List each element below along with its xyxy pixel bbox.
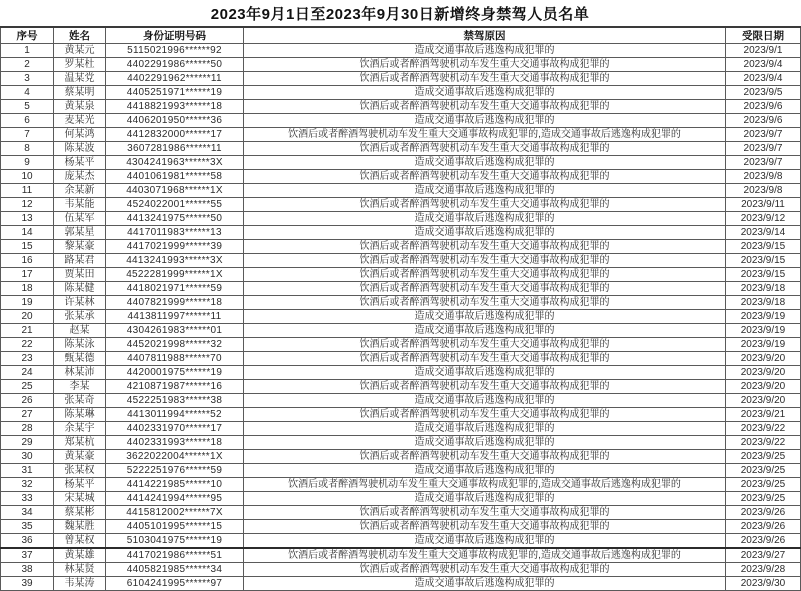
cell-reason: 饮酒后或者醉酒驾驶机动车发生重大交通事故构成犯罪的 — [244, 100, 726, 114]
table-row — [1, 478, 801, 492]
cell-no: 29 — [1, 436, 54, 450]
table-row — [1, 282, 801, 296]
cell-date: 2023/9/22 — [726, 422, 801, 436]
table-row — [1, 142, 801, 156]
table-row — [1, 492, 801, 506]
cell-date: 2023/9/25 — [726, 478, 801, 492]
cell-date: 2023/9/26 — [726, 506, 801, 520]
cell-name: 郭某星 — [54, 226, 106, 240]
table-row — [1, 268, 801, 282]
table-row — [1, 114, 801, 128]
cell-no: 12 — [1, 198, 54, 212]
cell-name: 甄某德 — [54, 352, 106, 366]
cell-id: 4210871987******16 — [106, 380, 244, 394]
table-row — [1, 198, 801, 212]
cell-date: 2023/9/5 — [726, 86, 801, 100]
cell-reason: 饮酒后或者醉酒驾驶机动车发生重大交通事故构成犯罪的 — [244, 268, 726, 282]
cell-id: 5115021996******92 — [106, 44, 244, 58]
table-row — [1, 72, 801, 86]
cell-date: 2023/9/7 — [726, 128, 801, 142]
cell-name: 魏某胜 — [54, 520, 106, 534]
cell-no: 6 — [1, 114, 54, 128]
cell-reason: 饮酒后或者醉酒驾驶机动车发生重大交通事故构成犯罪的,造成交通事故后逃逸构成犯罪的 — [244, 478, 726, 492]
cell-date: 2023/9/4 — [726, 58, 801, 72]
cell-reason: 饮酒后或者醉酒驾驶机动车发生重大交通事故构成犯罪的 — [244, 338, 726, 352]
table-row — [1, 450, 801, 464]
col-header-date: 受限日期 — [726, 27, 801, 44]
cell-date: 2023/9/20 — [726, 380, 801, 394]
cell-name: 路某君 — [54, 254, 106, 268]
cell-no: 16 — [1, 254, 54, 268]
cell-name: 陈某波 — [54, 142, 106, 156]
cell-reason: 饮酒后或者醉酒驾驶机动车发生重大交通事故构成犯罪的 — [244, 352, 726, 366]
cell-id: 4522251983******38 — [106, 394, 244, 408]
table-row — [1, 436, 801, 450]
cell-no: 13 — [1, 212, 54, 226]
cell-reason: 造成交通事故后逃逸构成犯罪的 — [244, 366, 726, 380]
cell-reason: 饮酒后或者醉酒驾驶机动车发生重大交通事故构成犯罪的 — [244, 170, 726, 184]
cell-name: 黄某雄 — [54, 548, 106, 563]
cell-reason: 造成交通事故后逃逸构成犯罪的 — [244, 212, 726, 226]
cell-name: 曾某权 — [54, 534, 106, 549]
table-header — [1, 27, 801, 44]
cell-id: 4452021998******32 — [106, 338, 244, 352]
cell-reason: 造成交通事故后逃逸构成犯罪的 — [244, 492, 726, 506]
table-row — [1, 338, 801, 352]
cell-no: 15 — [1, 240, 54, 254]
table-row — [1, 170, 801, 184]
cell-reason: 造成交通事故后逃逸构成犯罪的 — [244, 310, 726, 324]
cell-no: 20 — [1, 310, 54, 324]
table-row — [1, 86, 801, 100]
cell-name: 温某党 — [54, 72, 106, 86]
cell-no: 21 — [1, 324, 54, 338]
cell-date: 2023/9/26 — [726, 534, 801, 549]
table-row — [1, 464, 801, 478]
cell-no: 5 — [1, 100, 54, 114]
cell-name: 韦某涛 — [54, 577, 106, 591]
cell-id: 4417011983******13 — [106, 226, 244, 240]
table-row — [1, 563, 801, 577]
table-body — [1, 44, 801, 591]
cell-reason: 造成交通事故后逃逸构成犯罪的 — [244, 226, 726, 240]
cell-id: 4414241994******95 — [106, 492, 244, 506]
cell-date: 2023/9/25 — [726, 450, 801, 464]
cell-reason: 造成交通事故后逃逸构成犯罪的 — [244, 436, 726, 450]
cell-id: 4405251971******19 — [106, 86, 244, 100]
cell-no: 36 — [1, 534, 54, 549]
cell-no: 23 — [1, 352, 54, 366]
cell-name: 陈某琳 — [54, 408, 106, 422]
col-header-no: 序号 — [1, 27, 54, 44]
cell-date: 2023/9/21 — [726, 408, 801, 422]
cell-reason: 饮酒后或者醉酒驾驶机动车发生重大交通事故构成犯罪的 — [244, 450, 726, 464]
cell-date: 2023/9/19 — [726, 324, 801, 338]
cell-date: 2023/9/8 — [726, 170, 801, 184]
table-row — [1, 296, 801, 310]
cell-date: 2023/9/20 — [726, 352, 801, 366]
cell-reason: 饮酒后或者醉酒驾驶机动车发生重大交通事故构成犯罪的 — [244, 254, 726, 268]
table-row — [1, 212, 801, 226]
cell-id: 4402291962******11 — [106, 72, 244, 86]
cell-name: 杨某平 — [54, 156, 106, 170]
cell-no: 18 — [1, 282, 54, 296]
cell-no: 24 — [1, 366, 54, 380]
cell-name: 伍某军 — [54, 212, 106, 226]
cell-no: 30 — [1, 450, 54, 464]
cell-no: 34 — [1, 506, 54, 520]
cell-date: 2023/9/20 — [726, 394, 801, 408]
cell-name: 黄某豪 — [54, 450, 106, 464]
cell-date: 2023/9/25 — [726, 492, 801, 506]
table-row — [1, 254, 801, 268]
table-row — [1, 240, 801, 254]
cell-id: 4402331970******17 — [106, 422, 244, 436]
cell-id: 4401061981******58 — [106, 170, 244, 184]
table-row — [1, 506, 801, 520]
cell-no: 14 — [1, 226, 54, 240]
cell-reason: 造成交通事故后逃逸构成犯罪的 — [244, 422, 726, 436]
cell-name: 陈某健 — [54, 282, 106, 296]
cell-date: 2023/9/19 — [726, 310, 801, 324]
col-header-reason: 禁驾原因 — [244, 27, 726, 44]
table-row — [1, 422, 801, 436]
cell-reason: 饮酒后或者醉酒驾驶机动车发生重大交通事故构成犯罪的 — [244, 380, 726, 394]
cell-date: 2023/9/18 — [726, 296, 801, 310]
cell-date: 2023/9/4 — [726, 72, 801, 86]
cell-id: 4413241975******50 — [106, 212, 244, 226]
banned-drivers-table — [0, 26, 801, 591]
cell-reason: 饮酒后或者醉酒驾驶机动车发生重大交通事故构成犯罪的 — [244, 408, 726, 422]
cell-reason: 造成交通事故后逃逸构成犯罪的 — [244, 464, 726, 478]
cell-id: 4420001975******19 — [106, 366, 244, 380]
cell-id: 4413241993******3X — [106, 254, 244, 268]
table-row — [1, 156, 801, 170]
cell-date: 2023/9/22 — [726, 436, 801, 450]
cell-id: 4414221985******10 — [106, 478, 244, 492]
cell-id: 4417021999******39 — [106, 240, 244, 254]
cell-id: 4407821999******18 — [106, 296, 244, 310]
cell-name: 麦某光 — [54, 114, 106, 128]
cell-reason: 饮酒后或者醉酒驾驶机动车发生重大交通事故构成犯罪的 — [244, 520, 726, 534]
cell-date: 2023/9/7 — [726, 156, 801, 170]
cell-reason: 造成交通事故后逃逸构成犯罪的 — [244, 324, 726, 338]
cell-id: 6104241995******97 — [106, 577, 244, 591]
cell-reason: 饮酒后或者醉酒驾驶机动车发生重大交通事故构成犯罪的 — [244, 240, 726, 254]
cell-name: 何某鸿 — [54, 128, 106, 142]
cell-no: 11 — [1, 184, 54, 198]
cell-date: 2023/9/19 — [726, 338, 801, 352]
table-row — [1, 380, 801, 394]
cell-id: 4418821993******18 — [106, 100, 244, 114]
col-header-id: 身份证明号码 — [106, 27, 244, 44]
cell-date: 2023/9/28 — [726, 563, 801, 577]
cell-name: 赵某 — [54, 324, 106, 338]
col-header-name: 姓名 — [54, 27, 106, 44]
cell-no: 17 — [1, 268, 54, 282]
cell-reason: 饮酒后或者醉酒驾驶机动车发生重大交通事故构成犯罪的 — [244, 198, 726, 212]
cell-date: 2023/9/30 — [726, 577, 801, 591]
cell-no: 28 — [1, 422, 54, 436]
cell-id: 4413011994******52 — [106, 408, 244, 422]
cell-name: 林某贤 — [54, 563, 106, 577]
cell-date: 2023/9/1 — [726, 44, 801, 58]
cell-no: 27 — [1, 408, 54, 422]
cell-date: 2023/9/6 — [726, 114, 801, 128]
cell-name: 杨某平 — [54, 478, 106, 492]
cell-reason: 造成交通事故后逃逸构成犯罪的 — [244, 534, 726, 549]
cell-no: 1 — [1, 44, 54, 58]
cell-name: 李某 — [54, 380, 106, 394]
table-row — [1, 366, 801, 380]
cell-name: 蔡某彬 — [54, 506, 106, 520]
cell-id: 4403071968******1X — [106, 184, 244, 198]
cell-name: 余某宇 — [54, 422, 106, 436]
cell-name: 余某新 — [54, 184, 106, 198]
cell-no: 2 — [1, 58, 54, 72]
cell-date: 2023/9/15 — [726, 240, 801, 254]
cell-date: 2023/9/14 — [726, 226, 801, 240]
cell-date: 2023/9/18 — [726, 282, 801, 296]
cell-name: 黎某豪 — [54, 240, 106, 254]
cell-date: 2023/9/25 — [726, 464, 801, 478]
cell-name: 林某沛 — [54, 366, 106, 380]
cell-reason: 造成交通事故后逃逸构成犯罪的 — [244, 44, 726, 58]
cell-name: 罗某杜 — [54, 58, 106, 72]
table-row — [1, 128, 801, 142]
cell-reason: 饮酒后或者醉酒驾驶机动车发生重大交通事故构成犯罪的,造成交通事故后逃逸构成犯罪的 — [244, 128, 726, 142]
cell-id: 4524022001******55 — [106, 198, 244, 212]
table-row — [1, 520, 801, 534]
cell-id: 4413811997******11 — [106, 310, 244, 324]
cell-name: 庞某杰 — [54, 170, 106, 184]
cell-name: 张某奇 — [54, 394, 106, 408]
cell-id: 5222251976******59 — [106, 464, 244, 478]
cell-id: 4402331993******18 — [106, 436, 244, 450]
cell-date: 2023/9/27 — [726, 548, 801, 563]
table-row — [1, 184, 801, 198]
cell-reason: 造成交通事故后逃逸构成犯罪的 — [244, 184, 726, 198]
cell-name: 贾某田 — [54, 268, 106, 282]
cell-id: 4402291986******50 — [106, 58, 244, 72]
cell-id: 4405821985******34 — [106, 563, 244, 577]
cell-id: 3622022004******1X — [106, 450, 244, 464]
cell-id: 3607281986******11 — [106, 142, 244, 156]
table-row — [1, 324, 801, 338]
cell-id: 4417021986******51 — [106, 548, 244, 563]
cell-id: 4304241963******3X — [106, 156, 244, 170]
cell-no: 31 — [1, 464, 54, 478]
cell-no: 32 — [1, 478, 54, 492]
cell-reason: 饮酒后或者醉酒驾驶机动车发生重大交通事故构成犯罪的 — [244, 58, 726, 72]
table-row — [1, 548, 801, 563]
cell-reason: 饮酒后或者醉酒驾驶机动车发生重大交通事故构成犯罪的 — [244, 72, 726, 86]
cell-no: 4 — [1, 86, 54, 100]
cell-date: 2023/9/15 — [726, 268, 801, 282]
header-row — [1, 27, 801, 44]
page-title: 2023年9月1日至2023年9月30日新增终身禁驾人员名单 — [210, 5, 590, 23]
table-row — [1, 394, 801, 408]
cell-name: 韦某能 — [54, 198, 106, 212]
cell-name: 许某林 — [54, 296, 106, 310]
table-row — [1, 577, 801, 591]
cell-id: 5103041975******19 — [106, 534, 244, 549]
cell-id: 4418021971******59 — [106, 282, 244, 296]
cell-no: 10 — [1, 170, 54, 184]
cell-id: 4406201950******36 — [106, 114, 244, 128]
cell-date: 2023/9/11 — [726, 198, 801, 212]
cell-name: 张某承 — [54, 310, 106, 324]
cell-reason: 饮酒后或者醉酒驾驶机动车发生重大交通事故构成犯罪的 — [244, 142, 726, 156]
cell-name: 蔡某明 — [54, 86, 106, 100]
cell-id: 4412832000******17 — [106, 128, 244, 142]
cell-no: 39 — [1, 577, 54, 591]
cell-reason: 饮酒后或者醉酒驾驶机动车发生重大交通事故构成犯罪的 — [244, 506, 726, 520]
cell-date: 2023/9/7 — [726, 142, 801, 156]
cell-date: 2023/9/15 — [726, 254, 801, 268]
cell-no: 26 — [1, 394, 54, 408]
cell-no: 9 — [1, 156, 54, 170]
cell-reason: 造成交通事故后逃逸构成犯罪的 — [244, 577, 726, 591]
cell-reason: 造成交通事故后逃逸构成犯罪的 — [244, 394, 726, 408]
cell-name: 陈某泳 — [54, 338, 106, 352]
cell-name: 黄某泉 — [54, 100, 106, 114]
cell-no: 33 — [1, 492, 54, 506]
cell-no: 38 — [1, 563, 54, 577]
cell-date: 2023/9/12 — [726, 212, 801, 226]
cell-name: 郑某杭 — [54, 436, 106, 450]
table-row — [1, 100, 801, 114]
cell-name: 黄某元 — [54, 44, 106, 58]
cell-no: 8 — [1, 142, 54, 156]
table-row — [1, 310, 801, 324]
cell-no: 19 — [1, 296, 54, 310]
cell-id: 4415812002******7X — [106, 506, 244, 520]
cell-date: 2023/9/26 — [726, 520, 801, 534]
cell-no: 25 — [1, 380, 54, 394]
cell-reason: 饮酒后或者醉酒驾驶机动车发生重大交通事故构成犯罪的 — [244, 563, 726, 577]
cell-reason: 饮酒后或者醉酒驾驶机动车发生重大交通事故构成犯罪的,造成交通事故后逃逸构成犯罪的 — [244, 548, 726, 563]
cell-no: 22 — [1, 338, 54, 352]
cell-reason: 饮酒后或者醉酒驾驶机动车发生重大交通事故构成犯罪的 — [244, 296, 726, 310]
table-row — [1, 408, 801, 422]
table-row — [1, 58, 801, 72]
table-row — [1, 44, 801, 58]
table-row — [1, 352, 801, 366]
cell-no: 35 — [1, 520, 54, 534]
cell-id: 4522281999******1X — [106, 268, 244, 282]
cell-reason: 造成交通事故后逃逸构成犯罪的 — [244, 86, 726, 100]
table-row — [1, 226, 801, 240]
cell-id: 4407811988******70 — [106, 352, 244, 366]
cell-no: 37 — [1, 548, 54, 563]
cell-no: 3 — [1, 72, 54, 86]
cell-date: 2023/9/6 — [726, 100, 801, 114]
cell-reason: 造成交通事故后逃逸构成犯罪的 — [244, 114, 726, 128]
cell-id: 4304261983******01 — [106, 324, 244, 338]
cell-reason: 造成交通事故后逃逸构成犯罪的 — [244, 156, 726, 170]
cell-date: 2023/9/20 — [726, 366, 801, 380]
cell-date: 2023/9/8 — [726, 184, 801, 198]
cell-no: 7 — [1, 128, 54, 142]
cell-name: 宋某城 — [54, 492, 106, 506]
table-row — [1, 534, 801, 549]
cell-name: 张某权 — [54, 464, 106, 478]
cell-id: 4405101995******15 — [106, 520, 244, 534]
cell-reason: 饮酒后或者醉酒驾驶机动车发生重大交通事故构成犯罪的 — [244, 282, 726, 296]
